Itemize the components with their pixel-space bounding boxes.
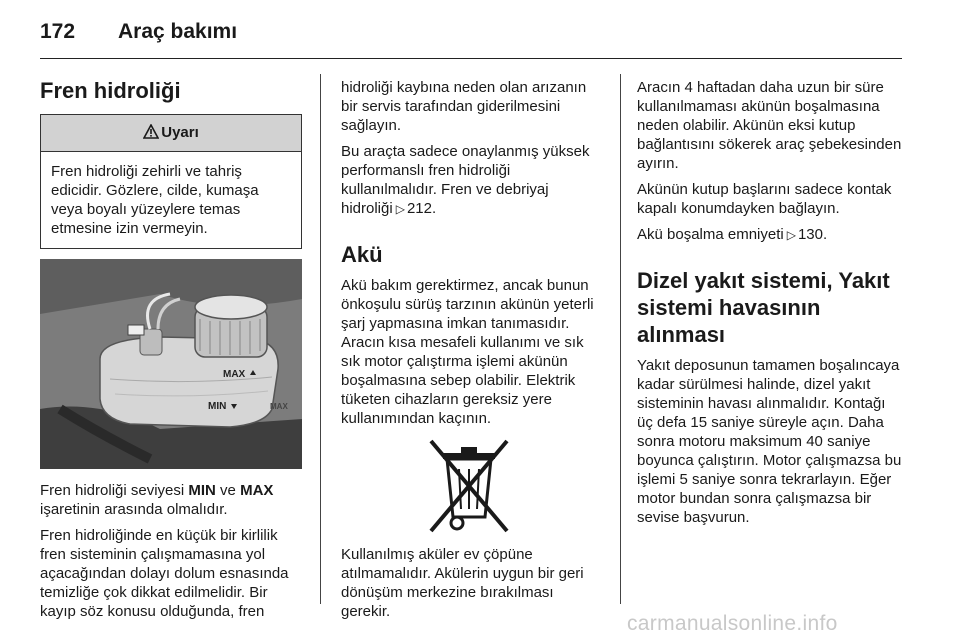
column-3	[637, 78, 903, 534]
discharge-protection-paragraph: Akü boşalma emniyeti ▷ 130.	[637, 226, 828, 243]
bleeding-procedure-paragraph: Yakıt deposunun tamamen boşalıncaya kadar sürülmesi halinde, dizel yakıt sisteminin havası alınmalıdır. Kontağı üç defa 15 saniye süreyle açın. Daha sonra motoru maksimum 40 saniye boyunca çalıştırın. Motor çalışmazsa bu işlemi 5 saniye sonra tekrarlayın. Eğer motor bundan sonra çalışmazsa bir sevise başvurun.	[637, 357, 902, 526]
section-heading-diesel-fuel-system: Dizel yakıt sistemi, Yakıt sistemi havasının alınması	[637, 268, 890, 347]
max-mark: MAX	[240, 482, 274, 499]
min-mark: MIN	[188, 482, 216, 499]
crossed-out-wheelie-bin-icon	[421, 435, 517, 539]
warning-header	[41, 115, 301, 152]
watermark: carmanualsonline.info	[627, 612, 838, 635]
min-label: MIN	[208, 401, 227, 412]
cross-reference-arrow-icon: ▷	[786, 228, 796, 242]
page-reference: 130.	[797, 226, 828, 243]
cross-reference-arrow-icon: ▷	[395, 202, 405, 216]
warning-triangle-icon	[143, 124, 159, 139]
long-idle-paragraph: Aracın 4 haftadan daha uzun bir süre kullanılmaması akünün boşalmasına neden olabilir. Akünün eksi kutup bağlantısını sökerek araç şebekesinden ayırın.	[637, 79, 902, 172]
warning-title: Uyarı	[161, 124, 199, 141]
brake-fluid-reservoir-photo	[40, 259, 302, 469]
header-rule	[40, 58, 902, 59]
chapter-title: Araç bakımı	[118, 20, 238, 43]
fluid-level-paragraph: Fren hidroliği seviyesi MIN ve MAX işaretinin arasında olmalıdır.	[40, 482, 274, 518]
cleanliness-paragraph: Fren hidroliğinde en küçük bir kirlilik fren sisteminin çalışmamasına yol açacağından dolayı dolum esnasında temizliğe çok dikkat edilmelidir. Bir kayıp söz konusu olduğunda, fren	[40, 527, 289, 620]
column-2	[341, 78, 603, 628]
warning-text: Fren hidroliği zehirli ve tahriş edicidir. Gözlere, cilde, kumaşa veya boyalı yüzeylere temas etmesine izin vermeyin.	[51, 163, 259, 237]
column-divider	[620, 74, 621, 604]
terminal-connect-paragraph: Akünün kutup başlarını sadece kontak kapalı konumdayken bağlayın.	[637, 181, 892, 217]
column-divider	[320, 74, 321, 604]
max-label: MAX	[223, 369, 246, 380]
service-paragraph: hidroliği kaybına neden olan arızanın bir servis tarafından giderilmesini sağlayın.	[341, 79, 587, 134]
column-1	[40, 78, 302, 628]
warning-box	[40, 114, 302, 249]
approved-fluid-paragraph: Bu araçta sadece onaylanmış yüksek performanslı fren hidroliği kullanılmalıdır. Fren ve debriyaj hidroliği ▷ 212.	[341, 143, 590, 217]
section-heading-battery: Akü	[341, 242, 383, 267]
page-header	[40, 14, 900, 50]
section-heading-brake-fluid: Fren hidroliği	[40, 78, 181, 103]
page-number: 172	[40, 20, 76, 43]
max-label-side: MAX	[270, 402, 288, 411]
disposal-paragraph: Kullanılmış aküler ev çöpüne atılmamalıdır. Akülerin uygun bir geri dönüşüm merkezine bırakılması gerekir.	[341, 546, 584, 620]
battery-paragraph: Akü bakım gerektirmez, ancak bunun önkoşulu sürüş tarzının akünün yeterli şarj yapmasına imkan tanımasıdır. Aracın kısa mesafeli kullanımı ve sık sık motor çalıştırma işlemi akünün boşalmasına sebep olabilir. Elektrik tüketen cihazların gereksiz yere kullanımından kaçının.	[341, 277, 594, 427]
page-reference: 212.	[406, 200, 437, 217]
